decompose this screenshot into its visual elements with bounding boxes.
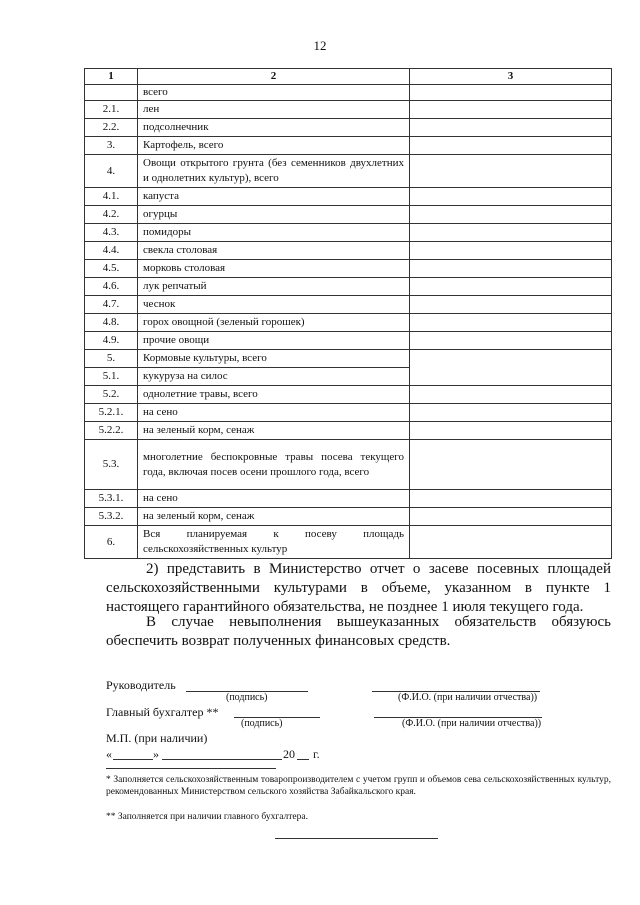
row-number: 4.9. bbox=[85, 332, 138, 350]
footnote-1: * Заполняется сельскохозяйственным товаропроизводителем с учетом групп и объемов сева сельскохозяйственных культур, рекомендованных Министерством сельского хозяйства Забайкальского края. bbox=[106, 775, 611, 797]
row-crop-name: огурцы bbox=[138, 206, 410, 224]
table-row bbox=[85, 188, 612, 206]
date-month-line bbox=[162, 759, 282, 760]
row-crop-name: морковь столовая bbox=[138, 260, 410, 278]
row-number: 4.5. bbox=[85, 260, 138, 278]
header-col-3: 3 bbox=[410, 69, 612, 85]
row-area-value[interactable] bbox=[410, 188, 612, 206]
head-label: Руководитель bbox=[106, 678, 176, 692]
paragraph-refund-obligation bbox=[106, 613, 611, 651]
row-area-value[interactable] bbox=[410, 422, 612, 440]
row-crop-name: лен bbox=[138, 101, 410, 119]
row-number: 4. bbox=[85, 155, 138, 188]
row-area-value[interactable] bbox=[410, 224, 612, 242]
row-area-value[interactable] bbox=[410, 137, 612, 155]
paragraph-text: В случае невыполнения вышеуказанных обязательств обязуюсь обеспечить возврат полученных финансовых средств. bbox=[106, 614, 611, 649]
table-row bbox=[85, 386, 612, 404]
row-area-value[interactable] bbox=[410, 296, 612, 314]
footnote-separator bbox=[106, 768, 276, 769]
row-crop-name: на сено bbox=[138, 490, 410, 508]
bottom-rule bbox=[275, 838, 438, 839]
row-number: 5.2.2. bbox=[85, 422, 138, 440]
row-crop-name: подсолнечник bbox=[138, 119, 410, 137]
page-number: 12 bbox=[313, 38, 327, 53]
table-row bbox=[85, 101, 612, 119]
row-crop-name: на зеленый корм, сенаж bbox=[138, 508, 410, 526]
row-crop-name: на сено bbox=[138, 404, 410, 422]
table-row bbox=[85, 224, 612, 242]
row-number: 4.2. bbox=[85, 206, 138, 224]
table-row bbox=[85, 137, 612, 155]
table-row bbox=[85, 242, 612, 260]
row-crop-name: горох овощной (зеленый горошек) bbox=[138, 314, 410, 332]
row-number: 5.2. bbox=[85, 386, 138, 404]
head-sign-caption: (подпись) bbox=[226, 692, 268, 703]
table-header-row bbox=[85, 69, 612, 85]
row-crop-name: Картофель, всего bbox=[138, 137, 410, 155]
accountant-sign-caption: (подпись) bbox=[241, 718, 283, 729]
header-col-2: 2 bbox=[138, 69, 410, 85]
row-number bbox=[85, 85, 138, 101]
row-number: 2.1. bbox=[85, 101, 138, 119]
row-number: 5.3.1. bbox=[85, 490, 138, 508]
table-row bbox=[85, 85, 612, 101]
accountant-fio-caption: (Ф.И.О. (при наличии отчества)) bbox=[402, 718, 542, 729]
row-number: 5.2.1. bbox=[85, 404, 138, 422]
table-row bbox=[85, 526, 612, 559]
row-crop-name: однолетние травы, всего bbox=[138, 386, 410, 404]
table-row bbox=[85, 278, 612, 296]
row-area-value[interactable] bbox=[410, 242, 612, 260]
row-number: 3. bbox=[85, 137, 138, 155]
row-area-value[interactable] bbox=[410, 314, 612, 332]
row-area-value[interactable] bbox=[410, 490, 612, 508]
row-area-value[interactable] bbox=[410, 386, 612, 404]
row-crop-name: чеснок bbox=[138, 296, 410, 314]
row-crop-name: лук репчатый bbox=[138, 278, 410, 296]
row-number: 4.8. bbox=[85, 314, 138, 332]
row-crop-name: кукуруза на силос bbox=[138, 368, 410, 386]
row-area-value[interactable] bbox=[410, 526, 612, 559]
table-row bbox=[85, 296, 612, 314]
date-year-prefix: 20 bbox=[283, 747, 295, 761]
row-crop-name: прочие овощи bbox=[138, 332, 410, 350]
row-number: 6. bbox=[85, 526, 138, 559]
row-area-value[interactable] bbox=[410, 206, 612, 224]
row-crop-name: свекла столовая bbox=[138, 242, 410, 260]
row-number: 4.6. bbox=[85, 278, 138, 296]
paragraph-text: 2) представить в Министерство отчет о засеве посевных площадей сельскохозяйственными культурами в объеме, указанном в пункте 1 настоящего гарантийного обязательства, не позднее 1 июля текущего года. bbox=[106, 561, 611, 615]
header-col-1: 1 bbox=[85, 69, 138, 85]
row-area-value[interactable] bbox=[410, 350, 612, 386]
table-row bbox=[85, 350, 612, 368]
paragraph-report-obligation bbox=[106, 560, 611, 617]
row-number: 4.3. bbox=[85, 224, 138, 242]
crop-area-table bbox=[84, 68, 612, 559]
row-number: 2.2. bbox=[85, 119, 138, 137]
row-area-value[interactable] bbox=[410, 101, 612, 119]
table-row bbox=[85, 440, 612, 490]
table-row bbox=[85, 260, 612, 278]
row-crop-name: многолетние беспокровные травы посева текущего года, включая посев осени прошлого года, всего bbox=[138, 440, 410, 490]
row-area-value[interactable] bbox=[410, 278, 612, 296]
row-number: 4.4. bbox=[85, 242, 138, 260]
row-crop-name: всего bbox=[138, 85, 410, 101]
table-row bbox=[85, 490, 612, 508]
row-area-value[interactable] bbox=[410, 404, 612, 422]
date-open-quote: « bbox=[106, 747, 112, 761]
table-row bbox=[85, 314, 612, 332]
row-crop-name: на зеленый корм, сенаж bbox=[138, 422, 410, 440]
row-area-value[interactable] bbox=[410, 332, 612, 350]
row-crop-name: помидоры bbox=[138, 224, 410, 242]
row-number: 5. bbox=[85, 350, 138, 368]
date-day-line bbox=[113, 759, 153, 760]
table-row bbox=[85, 119, 612, 137]
accountant-label: Главный бухгалтер ** bbox=[106, 705, 219, 719]
date-close-quote: » bbox=[153, 747, 159, 761]
row-crop-name: Овощи открытого грунта (без семенников двухлетних и однолетних культур), всего bbox=[138, 155, 410, 188]
footnote-2: ** Заполняется при наличии главного бухгалтера. bbox=[106, 812, 308, 822]
row-number: 4.1. bbox=[85, 188, 138, 206]
table-row bbox=[85, 206, 612, 224]
row-area-value[interactable] bbox=[410, 260, 612, 278]
stamp-label: М.П. (при наличии) bbox=[106, 731, 208, 745]
row-number: 5.1. bbox=[85, 368, 138, 386]
row-area-value[interactable] bbox=[410, 85, 612, 101]
table-row bbox=[85, 332, 612, 350]
row-number: 5.3.2. bbox=[85, 508, 138, 526]
table-row bbox=[85, 404, 612, 422]
table-row bbox=[85, 508, 612, 526]
row-crop-name: Кормовые культуры, всего bbox=[138, 350, 410, 368]
row-area-value[interactable] bbox=[410, 508, 612, 526]
row-area-value[interactable] bbox=[410, 155, 612, 188]
date-year-suffix: г. bbox=[313, 747, 320, 761]
row-number: 4.7. bbox=[85, 296, 138, 314]
head-fio-caption: (Ф.И.О. (при наличии отчества)) bbox=[398, 692, 538, 703]
row-crop-name: капуста bbox=[138, 188, 410, 206]
row-number: 5.3. bbox=[85, 440, 138, 490]
table-row bbox=[85, 422, 612, 440]
table-row bbox=[85, 155, 612, 188]
date-year-line bbox=[297, 759, 309, 760]
row-crop-name: Вся планируемая к посеву площадь сельскохозяйственных культур bbox=[138, 526, 410, 559]
row-area-value[interactable] bbox=[410, 119, 612, 137]
row-area-value[interactable] bbox=[410, 440, 612, 490]
